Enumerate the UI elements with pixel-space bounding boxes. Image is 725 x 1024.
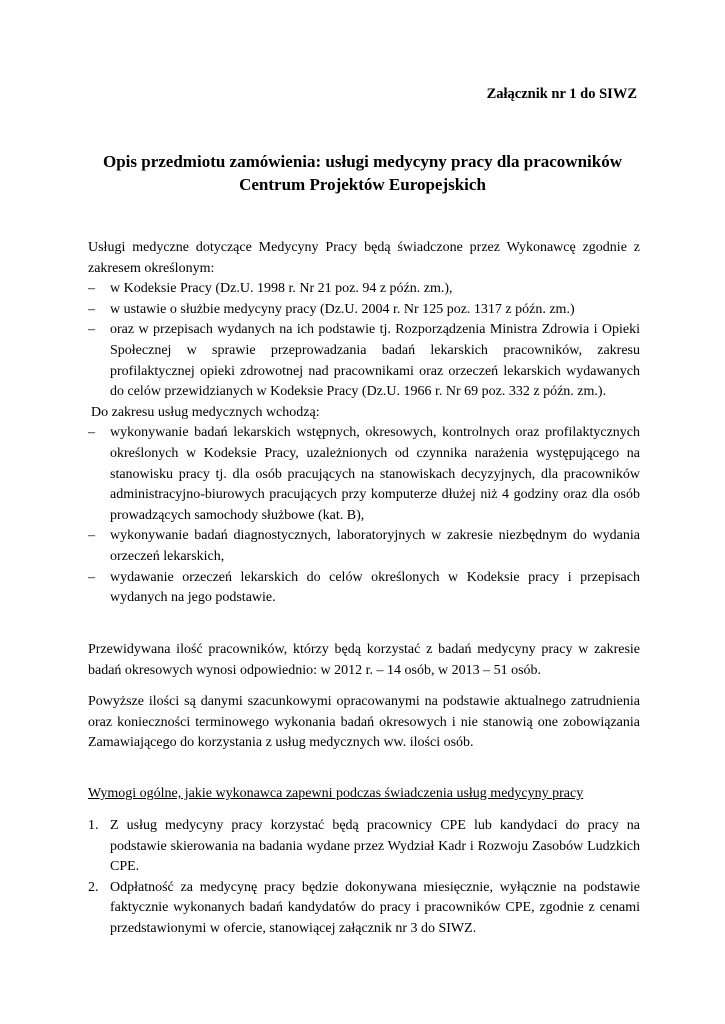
dash-bullet: – [88, 322, 95, 338]
title-line-1: Opis przedmiotu zamówienia: usługi medycyny pracy dla pracowników [103, 152, 622, 171]
dash-bullet: – [88, 425, 95, 441]
item-number: 1. [88, 818, 99, 833]
estimate-paragraph: Przewidywana ilość pracowników, którzy będą korzystać z badań medycyny pracy w zakresie badań okresowych wynosi odpowiednio: w 2012 r. – 14 osób, w 2013 – 51 osób. [88, 642, 640, 678]
item-number: 2. [88, 879, 99, 895]
legal-basis-list [88, 279, 640, 403]
list-item [88, 878, 640, 940]
list-item [88, 300, 640, 321]
requirements-section [88, 816, 640, 940]
scope-list [88, 423, 640, 608]
list-item-text: Odpłatność za medycynę pracy będzie dokonywana miesięcznie, wyłącznie na podstawie faktycznie wykonanych badań kandydatów do pracy i pracowników CPE, zgodnie z cenami przedstawionymi w ofercie, stanowiącej załącznik nr 3 do SIWZ. [110, 879, 640, 936]
list-item [88, 423, 640, 526]
scope-section [88, 238, 640, 609]
list-item [88, 816, 640, 878]
list-item [88, 279, 640, 300]
list-item-text: oraz w przepisach wydanych na ich podstawie tj. Rozporządzenia Ministra Zdrowia i Opieki Społecznej w sprawie przeprowadzania badań lekarskich pracowników, zakresu profilaktycznej opieki zdrowotnej nad pracownikami oraz orzeczeń lekarskich wydawanych do celów przewidzianych w Kodeksie Pracy (Dz.U. 1966 r. Nr 69 poz. 332 z późn. zm.). [110, 322, 640, 400]
requirements-heading: Wymogi ogólne, jakie wykonawca zapewni podczas świadczenia usług medycyny pracy [88, 786, 584, 801]
list-item-text: w ustawie o służbie medycyny pracy (Dz.U. 2004 r. Nr 125 poz. 1317 z późn. zm.) [110, 301, 575, 317]
title-line-2: Centrum Projektów Europejskich [239, 175, 486, 194]
dash-bullet: – [88, 301, 95, 317]
list-item-text: wykonywanie badań lekarskich wstępnych, okresowych, kontrolnych oraz profilaktycznych określonych w Kodeksie Pracy, uzależnionych od czynnika narażenia występującego na stanowisku pracy tj. dla osób pracujących na stanowiskach decyzyjnych, dla pracowników administracyjno-biurowych pracujących przy komputerze dłużej niż 4 godziny oraz dla osób prowadzących samochody służbowe (kat. B), [110, 425, 640, 523]
list-item-text: Z usług medycyny pracy korzystać będą pracownicy CPE lub kandydaci do pracy na podstawie skierowania na badania wydane przez Wydział Kadr i Rozwoju Zasobów Ludzkich CPE. [110, 818, 640, 875]
requirements-list [88, 816, 640, 940]
dash-bullet: – [88, 528, 95, 544]
dash-bullet: – [88, 281, 95, 297]
list-item [88, 526, 640, 567]
list-item-text: wykonywanie badań diagnostycznych, laboratoryjnych w zakresie niezbędnym do wydania orzeczeń lekarskich, [110, 528, 640, 564]
disclaimer-paragraph: Powyższe ilości są danymi szacunkowymi opracowanymi na podstawie aktualnego zatrudnienia oraz konieczności terminowego wykonania badań okresowych i nie stanowią one zobowiązania Zamawiającego do korzystania z usług medycznych ww. ilości osób. [88, 694, 640, 751]
attachment-label: Załącznik nr 1 do SIWZ [486, 86, 637, 102]
scope-heading: Do zakresu usług medycznych wchodzą: [91, 404, 320, 420]
document-title [60, 150, 665, 196]
dash-bullet: – [88, 569, 95, 585]
list-item [88, 320, 640, 402]
list-item-text: wydawanie orzeczeń lekarskich do celów określonych w Kodeksie pracy i przepisach wydanych na jego podstawie. [110, 569, 640, 606]
list-item [88, 568, 640, 609]
list-item-text: w Kodeksie Pracy (Dz.U. 1998 r. Nr 21 poz. 94 z późn. zm.), [110, 281, 453, 297]
intro-paragraph: Usługi medyczne dotyczące Medycyny Pracy będą świadczone przez Wykonawcę zgodnie z zakresem określonym: [88, 240, 640, 276]
